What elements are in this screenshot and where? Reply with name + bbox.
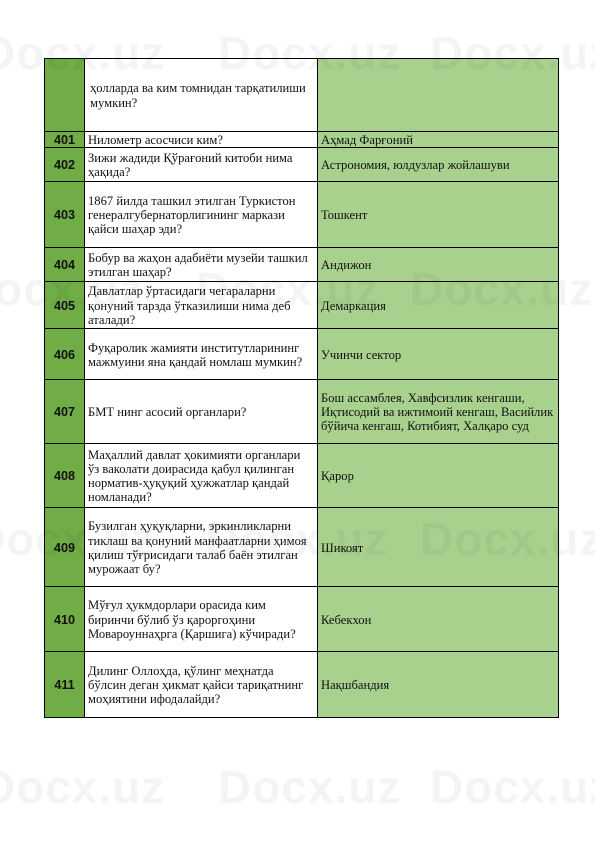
table-row [45, 148, 559, 182]
answer-cell: Шикоят [318, 508, 559, 587]
question-cell: ҳолларда ва ким томнидан тарқатилиши мумкин? [85, 59, 318, 132]
answer-cell: Демаркация [318, 282, 559, 329]
answer-cell: Астрономия, юлдузлар жойлашуви [318, 148, 559, 182]
row-number: 405 [45, 282, 85, 329]
question-cell: Давлатлар ўртасидаги чегараларни қонуний тарзда ўтказилиши нима деб аталади? [85, 282, 318, 329]
row-number: 401 [45, 132, 85, 148]
question-cell: 1867 йилда ташкил этилган Туркистон генералгубернаторлигининг маркази қайси шаҳар эди? [85, 182, 318, 248]
answer-cell: Учинчи сектор [318, 329, 559, 380]
table-row [45, 282, 559, 329]
watermark-text [0, 760, 165, 814]
table-row [45, 587, 559, 652]
answer-cell: Аҳмад Фарғоний [318, 132, 559, 148]
table-row [45, 380, 559, 444]
questions-table [44, 58, 559, 718]
row-number: 403 [45, 182, 85, 248]
watermark-text [218, 760, 401, 814]
answer-cell: Тошкент [318, 182, 559, 248]
row-number: 410 [45, 587, 85, 652]
question-cell: Фуқаролик жамияти институтларининг мажмуини яна қандай номлаш мумкин? [85, 329, 318, 380]
row-number: 402 [45, 148, 85, 182]
table-row [45, 508, 559, 587]
question-cell: Маҳаллий давлат ҳокимияти органлари ўз ваколати доирасида қабул қилинган норматив-ҳуқуқий ҳужжатлар қандай номланади? [85, 444, 318, 508]
table-row [45, 329, 559, 380]
table-row [45, 132, 559, 148]
table-row [45, 248, 559, 282]
row-number: 409 [45, 508, 85, 587]
watermark-text [430, 760, 595, 814]
row-number: 411 [45, 652, 85, 718]
table-row [45, 182, 559, 248]
answer-cell: Нақшбандия [318, 652, 559, 718]
answer-cell: Андижон [318, 248, 559, 282]
answer-cell: Бош ассамблея, Хавфсизлик кенгаши, Иқтисодий ва ижтимоий кенгаш, Васийлик бўйича кенгаш, Котибият, Халқаро суд [318, 380, 559, 444]
answer-cell: Қарор [318, 444, 559, 508]
table-row [45, 652, 559, 718]
question-cell: Зижи жадиди Қўрағоний китоби нима ҳақида? [85, 148, 318, 182]
table-row [45, 444, 559, 508]
answer-cell [318, 59, 559, 132]
table-row [45, 59, 559, 132]
question-cell: Мўғул ҳукмдорлари орасида ким биринчи бўлиб ўз қароргоҳини Мовароуннаҳрга (Қаршига) кўчиради? [85, 587, 318, 652]
question-cell: Бобур ва жаҳон адабиёти музейи ташкил этилган шаҳар? [85, 248, 318, 282]
answer-cell: Кебекхон [318, 587, 559, 652]
row-number: 407 [45, 380, 85, 444]
question-cell: Нилометр асосчиси ким? [85, 132, 318, 148]
question-cell: БМТ нинг асосий органлари? [85, 380, 318, 444]
row-number: 408 [45, 444, 85, 508]
row-number: 404 [45, 248, 85, 282]
row-number [45, 59, 85, 132]
row-number: 406 [45, 329, 85, 380]
question-cell: Бузилган ҳуқуқларни, эркинликларни тиклаш ва қонуний манфаатларни ҳимоя қилиш тўғрисидаги талаб баён этилган мурожаат бу? [85, 508, 318, 587]
question-cell: Дилинг Оллоҳда, қўлинг меҳнатда бўлсин деган ҳикмат қайси тариқатнинг моҳиятини ифодалайди? [85, 652, 318, 718]
